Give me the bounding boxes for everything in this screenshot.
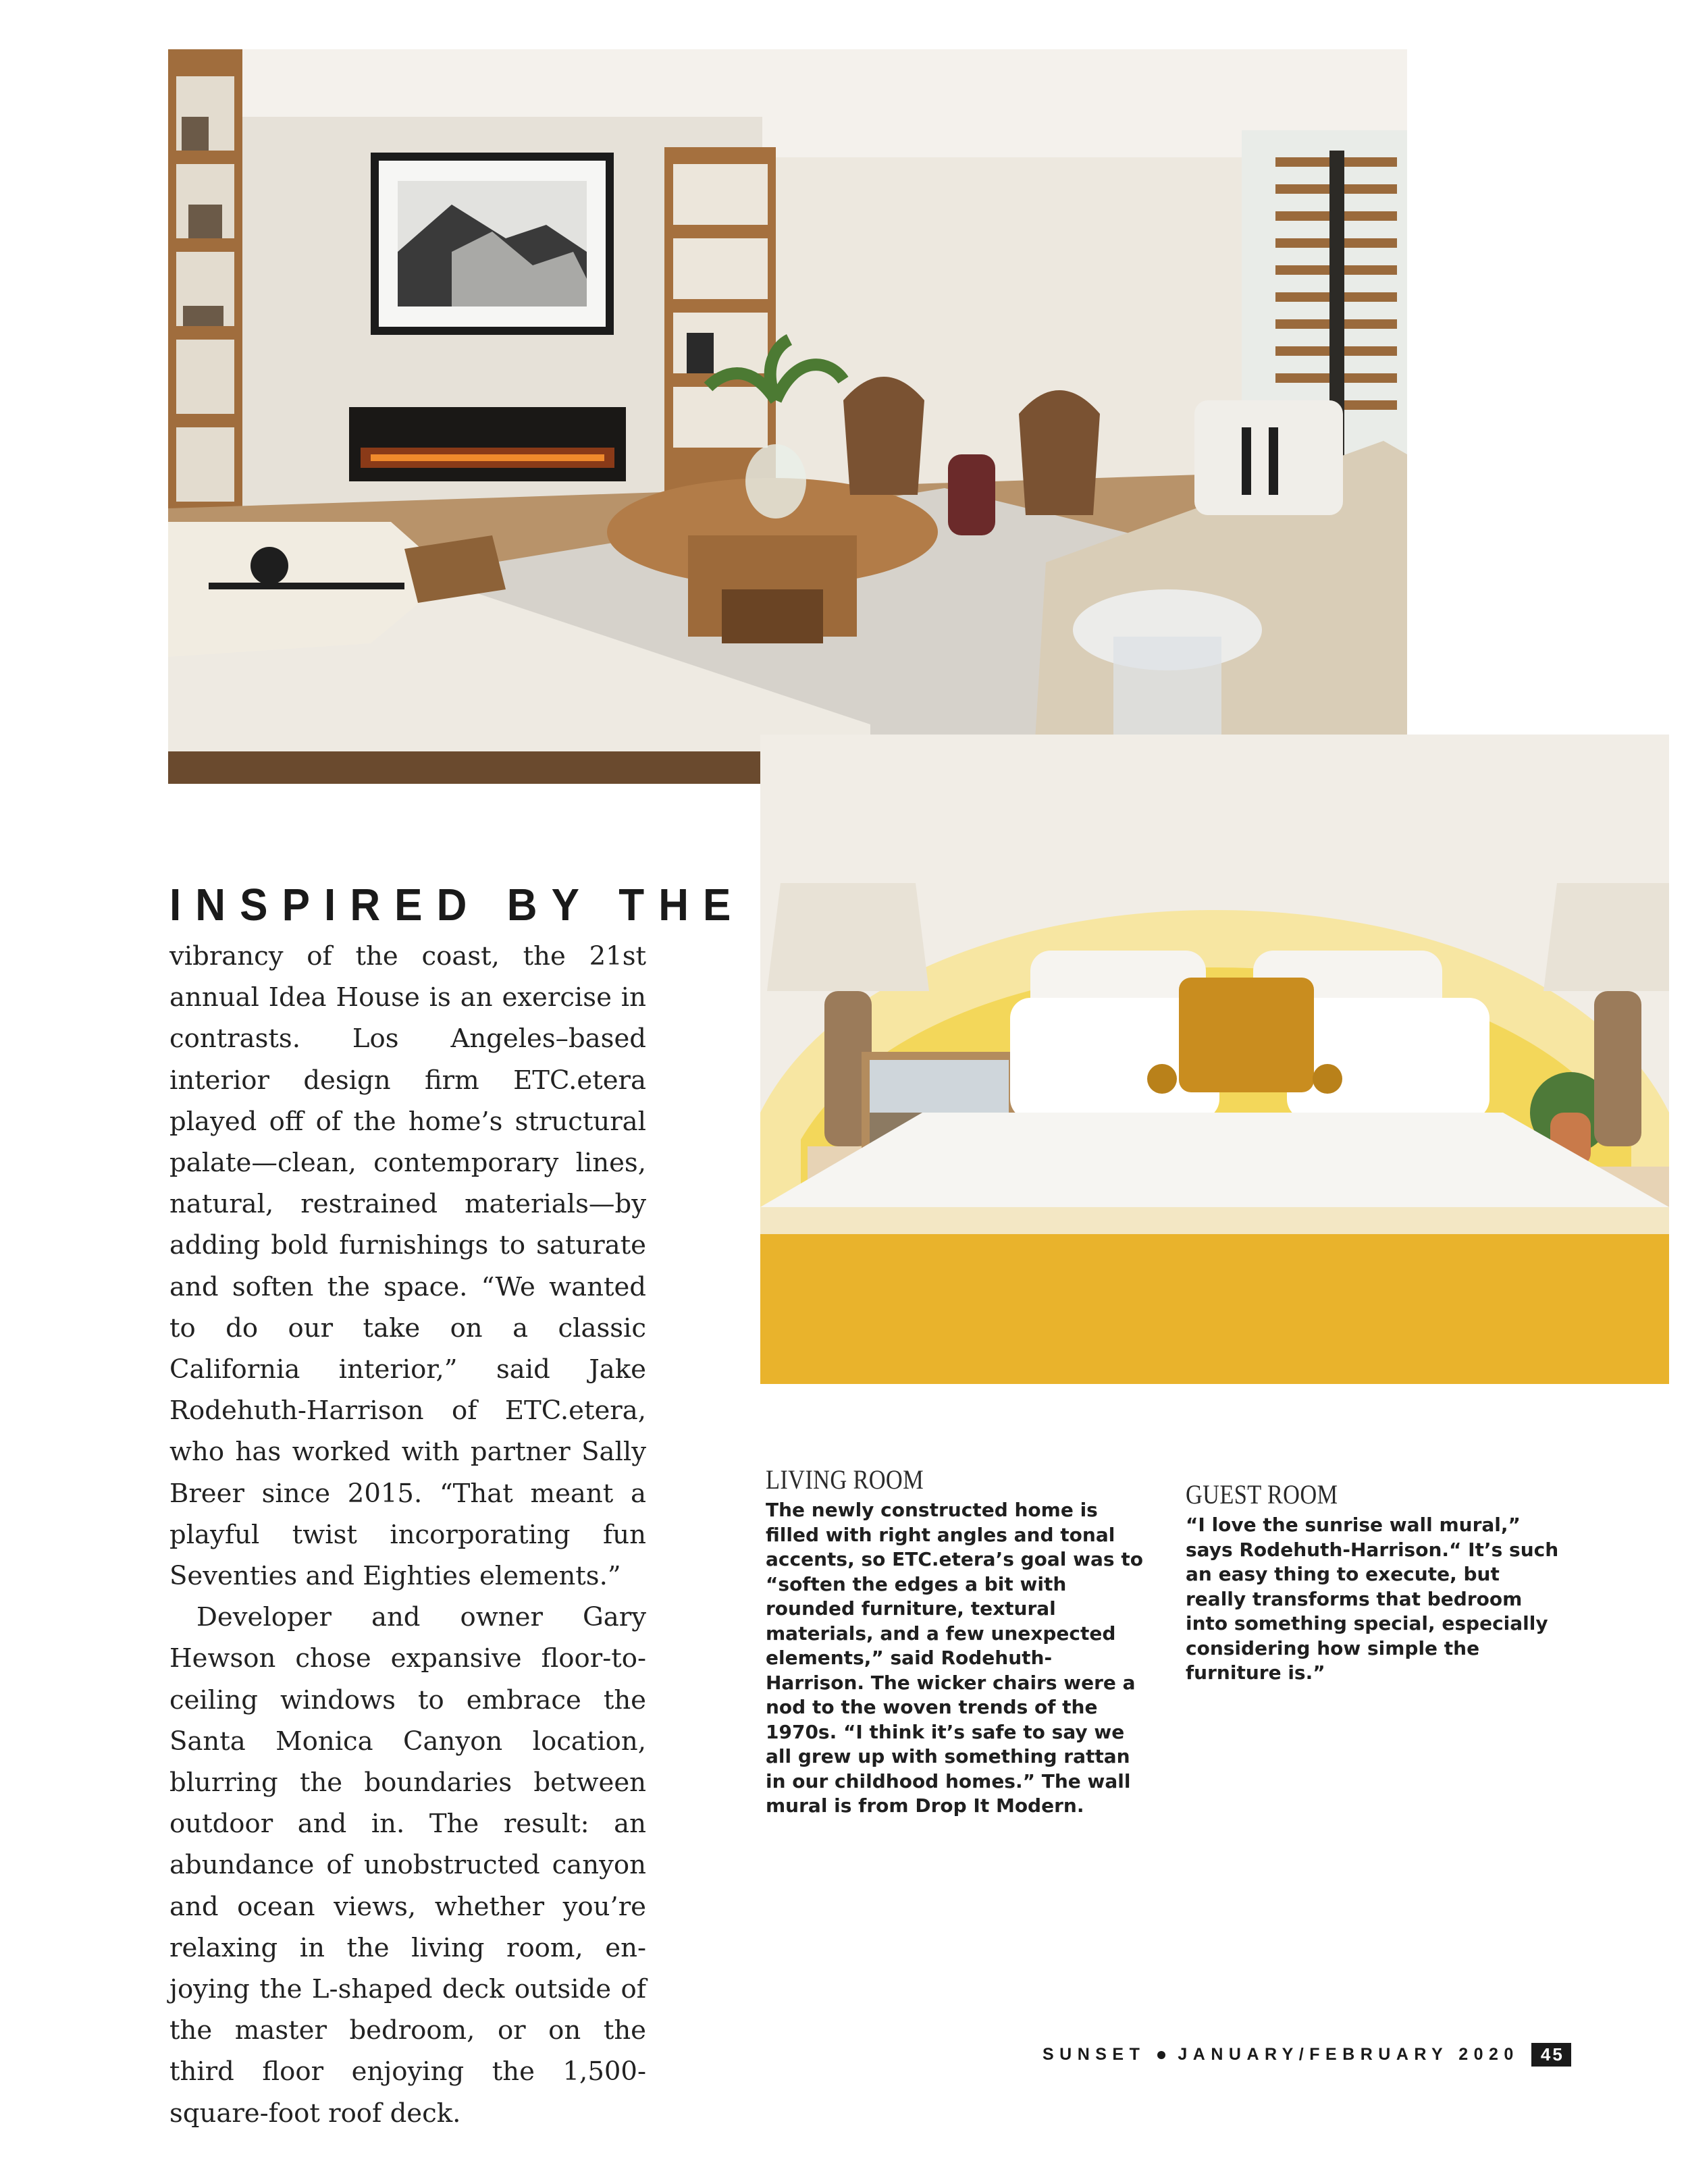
guest-room-photo xyxy=(760,735,1669,1384)
article-paragraph: vibrancy of the coast, the 21st annual Idea House is an exercise in contrasts. Los Angeles–based interior design firm ETC.etera played off of the home’s structural palate—clean, contemporary lines, natural, restrained materials—by adding bold furnishings to saturate and soften the space. “We wanted to do our take on a classic California interior,” said Jake Rodehuth-Harrison of ETC.etera, who has worked with partner Sally Breer since 2015. “That meant a playful twist incorporating fun Seventies and Eighties elements.” xyxy=(169,941,646,1592)
issue-date: JANUARY/FEBRUARY 2020 xyxy=(1178,2045,1519,2064)
article-paragraph: Developer and owner Gary Hewson chose expansive floor-to-ceiling windows to embrace the Santa Monica Canyon location, blurring the boundaries between outdoor and in. The result: an abundance of unobstructed canyon and ocean views, whether you’re relaxing in the living room, enjoying the L-shaped deck outside of the master bedroom, or on the third floor enjoying the 1,500-square-foot roof deck. xyxy=(169,1602,646,2129)
living-room-caption xyxy=(766,1464,1144,1819)
magazine-name: SUNSET xyxy=(1042,2045,1146,2064)
living-room-caption-heading: LIVING ROOM xyxy=(766,1464,924,1495)
living-room-photo xyxy=(168,49,1407,784)
page-number: 45 xyxy=(1531,2043,1571,2067)
living-room-caption-text: The newly constructed home is filled with right angles and tonal accents, so ETC.etera’s goal was to “soften the edges a bit with rounded furniture, textural materials, and a few unexpected elements,” said Rodehuth-Harrison. The wicker chairs were a nod to the woven trends of the 1970s. “I think it’s safe to say we all grew up with something rattan in our childhood homes.” The wall mural is from Drop It Modern. xyxy=(766,1499,1143,1817)
article-lead-in: INSPIRED BY THE xyxy=(169,880,745,931)
guest-room-caption-heading: GUEST ROOM xyxy=(1186,1479,1338,1510)
bullet-icon xyxy=(1157,2051,1165,2059)
guest-room-caption-text: “I love the sunrise wall mural,” says Rodehuth-Harrison.“ It’s such an easy thing to execute, but really transforms that bedroom into something special, especially considering how simple the furniture is.” xyxy=(1186,1514,1559,1684)
page-folio xyxy=(1043,2043,1571,2067)
article-body xyxy=(169,936,646,2134)
guest-room-caption xyxy=(1186,1479,1564,1686)
